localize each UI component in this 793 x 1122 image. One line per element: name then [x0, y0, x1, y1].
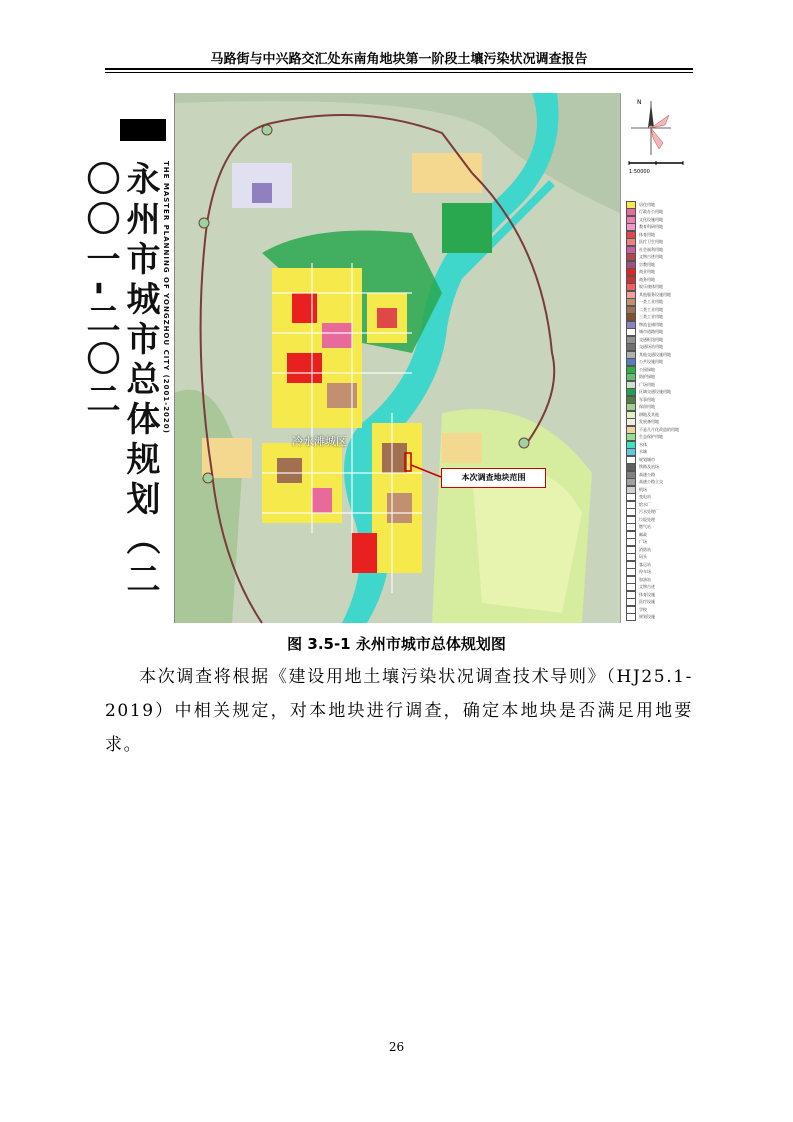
- legend-item: [626, 254, 663, 261]
- legend-label: 给水厂: [639, 501, 651, 507]
- legend-item: [626, 419, 659, 426]
- legend-label: 铁路及站场: [639, 464, 659, 469]
- legend-label: 宗教用地: [639, 261, 655, 267]
- legend-item: [626, 321, 663, 328]
- legend-item: [626, 291, 671, 298]
- legend-label: 防护绿地: [639, 374, 655, 379]
- legend-label: 水体: [639, 441, 647, 447]
- legend-item: [626, 471, 655, 478]
- legend-item: [626, 396, 655, 403]
- legend-item: [626, 591, 655, 598]
- legend-label: 机场: [639, 486, 647, 492]
- legend-item: [626, 201, 655, 208]
- legend-label: 其他交通设施用地: [639, 351, 671, 357]
- header-rule-thick: [105, 68, 693, 70]
- legend-item: [626, 584, 655, 591]
- legend-item: [626, 531, 647, 538]
- legend-item: [626, 299, 663, 306]
- legend-label: 规划城市: [639, 456, 655, 462]
- legend-item: [626, 599, 655, 606]
- map-title-panel: [80, 93, 175, 623]
- legend-label: 垃圾处理: [639, 516, 655, 522]
- map-legend: [620, 93, 696, 623]
- legend-label: 商业用地: [639, 269, 655, 274]
- legend-item: [626, 261, 655, 268]
- legend-label: 二类工业用地: [639, 306, 663, 312]
- legend-label: 文物古迹用地: [639, 254, 663, 259]
- legend-label: 居住用地: [639, 201, 655, 207]
- master-plan-figure: [80, 93, 695, 623]
- header-rule-thin: [105, 72, 693, 73]
- legend-item: [626, 329, 663, 336]
- north-label: N: [637, 99, 642, 106]
- legend-item: [626, 374, 655, 381]
- legend-item: [626, 359, 663, 366]
- legend-item: [626, 464, 659, 471]
- body-text: [105, 660, 693, 762]
- legend-swatch: [626, 613, 636, 621]
- legend-item: [626, 434, 663, 441]
- legend-label: 广场用地: [639, 381, 655, 387]
- legend-label: 学校: [639, 606, 647, 612]
- legend-item: [626, 314, 663, 321]
- legend-item: [626, 494, 651, 501]
- legend-item: [626, 351, 671, 358]
- legend-item: [626, 606, 647, 613]
- legend-item: [626, 456, 655, 463]
- legend-label: 城市道路用地: [639, 329, 663, 334]
- legend-label: 变电站: [639, 494, 651, 499]
- map-graphic: [80, 93, 695, 623]
- legend-label: 燃气站: [639, 524, 651, 529]
- legend-label: 耕地及其他: [639, 411, 659, 417]
- legend-item: [626, 441, 647, 448]
- legend-label: 消防站: [639, 546, 651, 552]
- legend-item: [626, 486, 647, 493]
- legend-item: [626, 479, 663, 486]
- site-callout: 本次调查地块范围: [441, 468, 546, 488]
- legend-label: 医疗设施: [639, 599, 655, 604]
- legend-label: 行政办公用地: [639, 209, 663, 214]
- title-black-bar: [120, 119, 166, 141]
- legend-item: [626, 404, 655, 411]
- legend-label: 体育设施: [639, 591, 655, 597]
- legend-label: 不是几片化改造的用地: [639, 426, 679, 432]
- legend-item: [626, 426, 679, 433]
- legend-label: 一类工业用地: [639, 299, 663, 304]
- legend-label: 生态保护用地: [639, 434, 663, 439]
- legend-item: [626, 449, 647, 456]
- legend-label: 教育科研用地: [639, 224, 663, 229]
- compass-icon: [621, 93, 696, 193]
- legend-item: [626, 576, 651, 583]
- legend-label: 体育用地: [639, 231, 655, 237]
- legend-label: 加油站: [639, 576, 651, 582]
- legend-label: 停车场: [639, 569, 651, 574]
- legend-item: [626, 411, 659, 418]
- legend-label: 客运站: [639, 561, 651, 567]
- legend-item: [626, 246, 663, 253]
- legend-label: 文化设施用地: [639, 216, 663, 222]
- legend-label: 规划设施: [639, 614, 655, 619]
- legend-label: 码头: [639, 554, 647, 559]
- legend-label: 区域交通设施用地: [639, 389, 671, 394]
- legend-label: 邮政: [639, 531, 647, 537]
- legend-item: [626, 381, 655, 388]
- legend-item: [626, 539, 647, 546]
- page-number: 26: [388, 1040, 405, 1054]
- district-label: 冷水滩城区: [292, 435, 347, 448]
- legend-label: 交通枢纽用地: [639, 336, 663, 342]
- legend-item: [626, 336, 663, 343]
- legend-label: 公园绿地: [639, 366, 655, 372]
- legend-label: 公共设施用地: [639, 359, 663, 364]
- legend-label: 娱乐康体用地: [639, 284, 663, 289]
- legend-label: 医疗卫生用地: [639, 239, 663, 244]
- legend-item: [626, 554, 647, 561]
- legend-label: 物流仓储用地: [639, 321, 663, 327]
- scale-label: 1:50000: [629, 169, 650, 175]
- legend-label: 污水处理厂: [639, 509, 659, 514]
- legend-item: [626, 561, 651, 568]
- legend-item: [626, 546, 651, 553]
- legend-label: 三类工业用地: [639, 314, 663, 319]
- page-header-title: 马路街与中兴路交汇处东南角地块第一阶段土壤污染状况调查报告: [210, 52, 588, 67]
- figure-caption: 图 3.5-1 永州市城市总体规划图: [287, 635, 506, 653]
- legend-item: [626, 614, 655, 621]
- legend-item: [626, 224, 663, 231]
- legend-label: 保留用地: [639, 404, 655, 409]
- legend-item: [626, 276, 655, 283]
- legend-item: [626, 269, 655, 276]
- map-title-english: THE MASTER PLANNING OF YONGZHOU CITY (2001-2020): [162, 161, 170, 434]
- body-paragraph: 本次调查将根据《建设用地土壤污染状况调查技术导则》（HJ25.1-2019）中相关规定，对本地块进行调查，确定本地块是否满足用地要求。: [105, 667, 693, 755]
- legend-item: [626, 501, 651, 508]
- legend-label: 商务用地: [639, 276, 655, 282]
- legend-item: [626, 344, 663, 351]
- legend-item: [626, 216, 663, 223]
- legend-item: [626, 524, 651, 531]
- legend-item: [626, 389, 671, 396]
- legend-label: 社会福利用地: [639, 246, 663, 252]
- legend-item: [626, 516, 655, 523]
- legend-label: 其他服务设施用地: [639, 291, 671, 297]
- legend-item: [626, 366, 655, 373]
- legend-item: [626, 209, 663, 216]
- legend-label: 水域: [639, 449, 647, 454]
- legend-label: 发展备用地: [639, 419, 659, 424]
- legend-label: 文物古迹: [639, 584, 655, 589]
- legend-label: 高速公路立交: [639, 479, 663, 484]
- legend-item: [626, 231, 655, 238]
- legend-label: 交通场站用地: [639, 344, 663, 349]
- legend-label: 军事用地: [639, 396, 655, 402]
- legend-item: [626, 509, 659, 516]
- legend-item: [626, 239, 663, 246]
- map-title-chinese: 永州市城市总体规划（二〇〇一-二〇二: [80, 161, 160, 601]
- legend-item: [626, 306, 663, 313]
- legend-label: 广场: [639, 539, 647, 544]
- legend-label: 高速公路: [639, 471, 655, 477]
- legend-item: [626, 284, 663, 291]
- legend-item: [626, 569, 651, 576]
